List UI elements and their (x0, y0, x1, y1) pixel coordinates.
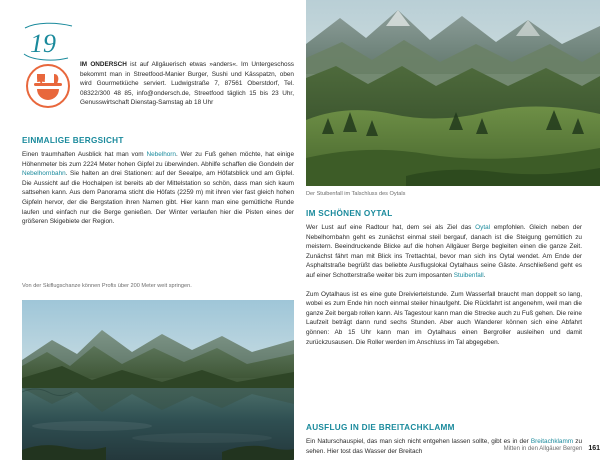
text-run: Ein Naturschauspiel, das man sich nicht entgehen lassen sollte, gibt es in der (306, 438, 531, 445)
intro-paragraph (80, 60, 294, 108)
link-nebelhorn[interactable]: Nebelhorn (146, 151, 176, 158)
text-run: . (483, 271, 486, 279)
caption-stuibenfall: Der Stuibenfall im Talschluss des Oytals (306, 191, 406, 197)
section-heading-breitachklamm: AUSFLUG IN DIE BREITACHKLAMM (306, 423, 455, 432)
footer-chapter-title: Mitten in den Allgäuer Bergen (503, 446, 583, 452)
section-body-oytal-p1 (306, 223, 582, 281)
chapter-number-badge (22, 20, 78, 66)
svg-text:19: 19 (30, 29, 56, 58)
section-body-bergsicht (22, 150, 294, 227)
section-heading-bergsicht: EINMALIGE BERGSICHT (22, 136, 124, 145)
text-run: zu sehen. Hier tost das Wasser der Breitach (306, 438, 582, 455)
restaurant-cutlery-icon (24, 62, 72, 110)
text-run: Wer Lust auf eine Radtour hat, dem sei als Ziel das (306, 224, 476, 231)
left-column (18, 14, 294, 448)
section-oytal (306, 209, 582, 347)
link-nebelhornbahn[interactable]: Nebelhornbahn (22, 170, 66, 178)
section-body-oytal-p2: Zum Oytalhaus ist es eine gute Dreiviertelstunde. Zum Wasserfall braucht man doppelt so lang, wobei es zum Ende hin noch einmal steiler hinaufgeht. Die Rückfahrt ist angenehm, weil man die ganze Zeit bergab rollen kann. Als Tagestour kann man die Strecke auch zu Fuß gehen. Die reine Laufzeit beträgt dann rund sechs Stunden. Aber auch Wanderer können sich eine Abfahrt gönnen: Ab 15 Uhr kann man im Oytalhaus einen Bergroller ausleihen und damit zurückzusausen. Die Roller werden im Anschluss im Tal abgegeben. (306, 290, 582, 346)
photo-oytal-landscape (306, 0, 600, 186)
page-number: 161 (588, 445, 600, 452)
link-oytal[interactable]: Oytal (475, 224, 491, 231)
section-heading-oytal: IM SCHÖNEN OYTAL (306, 209, 393, 218)
page-footer (306, 445, 600, 452)
right-column (306, 0, 600, 462)
caption-skiflugschanze: Von der Skiflugschanze können Profis über 200 Meter weit springen. (22, 283, 192, 289)
intro-lead: IM ONDERSCH (80, 61, 127, 68)
text-run: . Sie halten an drei Stationen: auf der Seealpe, am Höfatsblick und am Gipfel. Die Aussicht auf die Hochalpen ist bereits ab der Mittelstation so schön, dass man sich kaum sattsehen kann. Aus dem Panorama sticht die Höfats (2259 m) mit ihren vier fast gleich hohen Gipfeln hervor, der die Bergstation ihren Namen gibt. Hier kann man eine gemütliche Runde laufen und einfach nur die Berge genießen. Der Winter verlaufen hier die Pisten eines der größeren Skigebiete der Region. (22, 170, 294, 226)
text-run: Einen traumhaften Ausblick hat man vom (22, 151, 147, 158)
intro-text: ist auf Allgäuerisch etwas »anders«. Im Untergeschoss bekommt man in Streetfood-Manier Burger, Sushi und Kässpatzn, oben wird Gourmetküche serviert. Ludwigstraße 7, 87561 Oberstdorf, Tel. 08322/300 48 85, info@ondersch.de, Streetfood täglich 15 bis 23 Uhr, Genusswirtschaft Dienstag-Samstag ab 18 Uhr (80, 61, 294, 107)
text-run: empfohlen. Gleich neben der Nebelhornbahn geht es zunächst einmal steil bergauf, danach ist die Steigung gemütlich zu meistern. Beeindruckende Blicke auf die hohen Allgäuer Berge begleiten einen die ganze Zeit. Zunächst fährt man mit Blick ins Trettachtal, bevor man sich ins Oytal wendet. Am Ende der Asphaltstraße begrüßt das beliebte Ausflugslokal Oytalhaus seine Gäste. Anschließend geht es auf einer Schotterstraße weiter bis zum imposanten (306, 224, 582, 279)
link-stuibenfall[interactable]: Stuibenfall (453, 271, 484, 279)
text-run: . Wer zu Fuß gehen möchte, hat einige Höhenmeter bis zum 2224 Meter hohen Gipfel zu überwinden. Abhilfe schaffen die Gondeln der (22, 151, 295, 168)
link-breitachklamm[interactable]: Breitachklamm (530, 438, 574, 445)
photo-mountain-lake (22, 300, 294, 460)
section-bergsicht (22, 136, 294, 227)
